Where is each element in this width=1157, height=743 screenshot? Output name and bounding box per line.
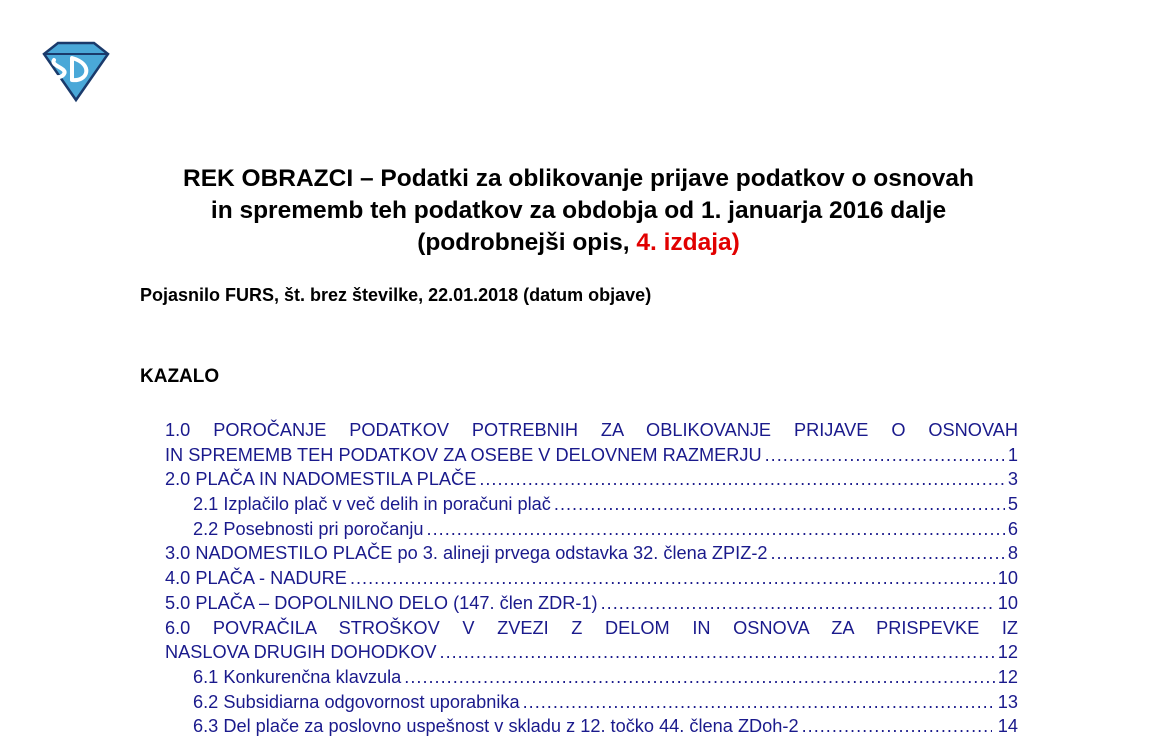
toc-page-number: 3	[1007, 469, 1018, 490]
title-line-3	[0, 227, 1157, 259]
toc-entry-1-line-1[interactable]	[165, 418, 1018, 443]
toc-page-number: 12	[997, 642, 1018, 663]
toc-entry-4[interactable]	[165, 566, 1018, 591]
toc-entry-6-1[interactable]	[165, 665, 1018, 690]
toc-page-number: 12	[997, 666, 1018, 687]
toc-entry-text: 1.0 POROČANJE PODATKOV POTREBNIH ZA OBLIKOVANJE PRIJAVE O OSNOVAH	[165, 420, 1018, 440]
toc-page-number: 10	[997, 568, 1018, 589]
toc-leader	[479, 467, 1005, 492]
edition-label: 4. izdaja)	[636, 229, 740, 256]
toc-leader	[350, 566, 995, 591]
toc-entry-text: 6.1 Konkurenčna klavzula	[193, 666, 402, 687]
toc-leader	[427, 517, 1005, 542]
toc-leader	[771, 541, 1005, 566]
toc-entry-text: 5.0 PLAČA – DOPOLNILNO DELO (147. člen ZDR-1)	[165, 592, 598, 613]
toc-leader	[802, 714, 992, 739]
toc-page-number: 1	[1007, 444, 1018, 465]
toc-page-number: 6	[1007, 518, 1018, 539]
title-line-3-text: (podrobnejši opis,	[417, 229, 637, 256]
toc-heading: KAZALO	[140, 366, 220, 387]
toc-leader	[440, 640, 995, 665]
toc-entry-2-1[interactable]	[165, 492, 1018, 517]
toc-entry-text: 4.0 PLAČA - NADURE	[165, 568, 347, 589]
toc-entry-5[interactable]	[165, 591, 1018, 616]
toc-leader	[554, 492, 1005, 517]
toc-page-number: 10	[997, 592, 1018, 613]
toc-page-number: 13	[997, 691, 1018, 712]
toc-leader	[404, 665, 994, 690]
toc-entry-text: IN SPREMEMB TEH PODATKOV ZA OSEBE V DELOVNEM RAZMERJU	[165, 444, 762, 465]
toc-page-number: 5	[1007, 494, 1018, 515]
document-title	[0, 163, 1157, 259]
toc-leader	[601, 591, 995, 616]
toc-entry-6-line-2[interactable]	[165, 640, 1018, 665]
toc-entry-text: 3.0 NADOMESTILO PLAČE po 3. alineji prvega odstavka 32. člena ZPIZ-2	[165, 543, 768, 564]
toc-entry-6-3[interactable]	[165, 714, 1018, 739]
toc-page-number: 8	[1007, 543, 1018, 564]
toc-entry-2[interactable]	[165, 467, 1018, 492]
toc-entry-text: 6.3 Del plače za poslovno uspešnost v skladu z 12. točko 44. člena ZDoh-2	[193, 716, 799, 737]
table-of-contents	[165, 418, 1018, 739]
toc-leader	[765, 443, 1005, 468]
document-subtitle: Pojasnilo FURS, št. brez številke, 22.01.2018 (datum objave)	[140, 285, 652, 305]
toc-entry-text: 6.0 POVRAČILA STROŠKOV V ZVEZI Z DELOM IN OSNOVA ZA PRISPEVKE IZ	[165, 617, 1018, 638]
toc-entry-6-line-1[interactable]	[165, 616, 1018, 641]
toc-leader	[523, 690, 995, 715]
sd-logo-icon	[38, 40, 112, 104]
toc-entry-text: 2.0 PLAČA IN NADOMESTILA PLAČE	[165, 469, 477, 490]
toc-entry-text: NASLOVA DRUGIH DOHODKOV	[165, 642, 437, 663]
toc-entry-2-2[interactable]	[165, 517, 1018, 542]
title-line-1: REK OBRAZCI – Podatki za oblikovanje prijave podatkov o osnovah	[183, 165, 974, 192]
toc-entry-text: 2.2 Posebnosti pri poročanju	[193, 518, 424, 539]
toc-entry-3[interactable]	[165, 541, 1018, 566]
toc-entry-6-2[interactable]	[165, 690, 1018, 715]
toc-page-number: 14	[997, 716, 1018, 737]
toc-entry-text: 6.2 Subsidiarna odgovornost uporabnika	[193, 691, 520, 712]
title-line-2: in sprememb teh podatkov za obdobja od 1. januarja 2016 dalje	[210, 197, 947, 224]
toc-entry-text: 2.1 Izplačilo plač v več delih in poračuni plač	[193, 494, 551, 515]
toc-entry-1-line-2[interactable]	[165, 443, 1018, 468]
